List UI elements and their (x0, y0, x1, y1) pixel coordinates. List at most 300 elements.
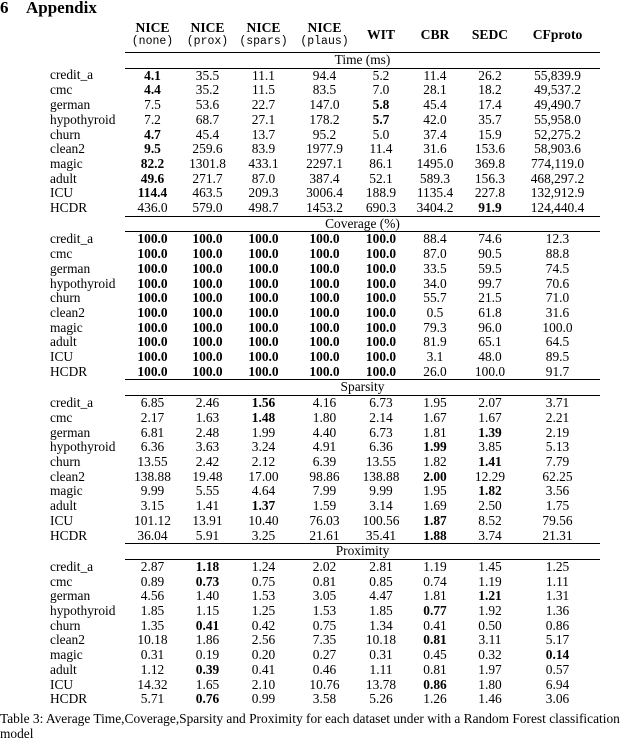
section-heading (0, 0, 97, 18)
value-cell: 1.41 (195, 498, 220, 514)
value-cell: 100.0 (192, 319, 223, 335)
value-cell: 88.4 (423, 231, 447, 247)
value-cell: 4.56 (140, 588, 165, 604)
value-cell: 5.0 (372, 126, 390, 142)
value-cell: 99.7 (478, 275, 502, 291)
value-cell: 100.0 (137, 275, 168, 291)
value-cell: 0.41 (251, 661, 276, 677)
value-cell: 35.5 (195, 67, 220, 83)
value-cell: 1.95 (423, 395, 447, 411)
section-row (50, 544, 600, 560)
column-name: NICE (135, 20, 170, 35)
caption-line: Table 3: Average Time,Coverage,Sparsity and Proximity for each dataset under with a Random Forest classification (0, 711, 620, 726)
value-cell: 5.17 (545, 632, 570, 648)
empty-cell (50, 216, 125, 232)
table-row (50, 113, 600, 128)
value-cell: 13.55 (137, 453, 168, 469)
value-cell: 3.25 (251, 527, 276, 543)
value-cell: 11.4 (423, 67, 447, 83)
value-cell: 100.0 (365, 246, 397, 262)
column-name: NICE (307, 20, 342, 35)
dataset-label: hypothyroid (50, 439, 116, 455)
value-cell: 79.3 (423, 319, 447, 335)
dataset-label: magic (50, 319, 83, 335)
value-cell: 0.77 (423, 603, 447, 619)
value-cell: 12.3 (545, 231, 570, 247)
value-cell: 5.13 (545, 439, 570, 455)
dataset-label: cmc (50, 409, 73, 425)
value-cell: 52,275.2 (534, 126, 581, 142)
value-cell: 1.75 (545, 498, 570, 514)
table-row (50, 559, 600, 574)
value-cell: 498.7 (248, 200, 279, 216)
value-cell: 1.18 (195, 558, 220, 574)
value-cell: 55,958.0 (534, 111, 581, 127)
value-cell: 88.8 (545, 246, 570, 262)
value-cell: 82.2 (140, 155, 165, 171)
value-cell: 100.0 (192, 334, 223, 350)
empty-cell (50, 544, 125, 560)
value-cell: 0.27 (312, 647, 337, 663)
section-row (50, 380, 600, 396)
value-cell: 35.41 (365, 527, 397, 543)
dataset-label: hypothyroid (50, 111, 116, 127)
section-title: Sparsity (125, 380, 600, 396)
value-cell: 0.86 (423, 676, 447, 692)
dataset-label: ICU (50, 676, 74, 692)
dataset-label: clean2 (50, 468, 85, 484)
value-cell: 1.25 (545, 558, 570, 574)
value-cell: 26.0 (423, 363, 447, 379)
column-variant: (prox) (186, 35, 229, 48)
value-cell: 1.85 (140, 603, 165, 619)
value-cell: 14.32 (137, 676, 168, 692)
value-cell: 100.0 (309, 231, 340, 247)
value-cell: 468,297.2 (530, 170, 585, 186)
value-cell: 6.36 (369, 439, 393, 455)
value-cell: 12.29 (474, 468, 506, 484)
value-cell: 2.02 (312, 558, 337, 574)
value-cell: 124,440.4 (530, 200, 585, 216)
table-row (50, 128, 600, 143)
dataset-label: german (50, 424, 91, 440)
value-cell: 100.0 (248, 304, 279, 320)
value-cell: 59.5 (478, 260, 502, 276)
value-cell: 21.61 (309, 527, 340, 543)
value-cell: 0.73 (195, 573, 220, 589)
table-row (50, 262, 600, 277)
value-cell: 89.5 (545, 349, 570, 365)
column-name: WIT (367, 27, 395, 42)
value-cell: 100.0 (474, 363, 506, 379)
value-cell: 188.9 (365, 185, 397, 201)
value-cell: 100.0 (309, 246, 340, 262)
value-cell: 0.45 (423, 647, 447, 663)
value-cell: 100.0 (309, 319, 340, 335)
value-cell: 1.46 (478, 691, 502, 707)
dataset-label: HCDR (50, 527, 88, 543)
value-cell: 34.0 (423, 275, 447, 291)
value-cell: 0.31 (369, 647, 393, 663)
dataset-label: churn (50, 453, 81, 469)
value-cell: 1.82 (478, 483, 502, 499)
value-cell: 1.24 (251, 558, 276, 574)
value-cell: 271.7 (192, 170, 223, 186)
column-header (180, 18, 235, 53)
value-cell: 83.5 (312, 82, 337, 98)
value-cell: 1.99 (423, 439, 447, 455)
value-cell: 0.31 (140, 647, 165, 663)
value-cell: 6.39 (312, 453, 337, 469)
table-row (50, 499, 600, 514)
table-row (50, 306, 600, 321)
value-cell: 1453.2 (306, 200, 343, 216)
value-cell: 436.0 (137, 200, 168, 216)
value-cell: 6.73 (369, 395, 393, 411)
table-row (50, 619, 600, 634)
value-cell: 100.0 (248, 246, 279, 262)
column-name: CBR (420, 27, 450, 42)
column-header (235, 18, 292, 53)
value-cell: 0.75 (251, 573, 276, 589)
dataset-label: magic (50, 647, 83, 663)
value-cell: 3.63 (195, 439, 220, 455)
value-cell: 1977.9 (306, 141, 343, 157)
value-cell: 1.34 (369, 617, 393, 633)
value-cell: 2.50 (478, 498, 502, 514)
dataset-label: churn (50, 290, 81, 306)
value-cell: 100.0 (192, 260, 223, 276)
value-cell: 1135.4 (416, 185, 454, 201)
value-cell: 0.50 (478, 617, 502, 633)
value-cell: 1495.0 (416, 155, 454, 171)
value-cell: 100.0 (248, 363, 279, 379)
value-cell: 100.0 (365, 304, 397, 320)
value-cell: 3404.2 (416, 200, 454, 216)
dataset-label: cmc (50, 82, 73, 98)
value-cell: 3.11 (478, 632, 502, 648)
dataset-label: churn (50, 617, 81, 633)
value-cell: 100.0 (137, 363, 168, 379)
value-cell: 0.20 (251, 647, 276, 663)
value-cell: 589.3 (419, 170, 451, 186)
table-row (50, 396, 600, 411)
value-cell: 49,537.2 (534, 82, 581, 98)
value-cell: 1.31 (545, 588, 570, 604)
value-cell: 100.0 (137, 246, 168, 262)
value-cell: 90.5 (478, 246, 502, 262)
value-cell: 1.59 (312, 498, 337, 514)
value-cell: 100.56 (362, 512, 400, 528)
dataset-label: cmc (50, 573, 73, 589)
value-cell: 1.67 (478, 409, 502, 425)
value-cell: 100.0 (137, 334, 168, 350)
value-cell: 7.35 (312, 632, 337, 648)
value-cell: 774,119.0 (530, 155, 585, 171)
dataset-label: churn (50, 126, 81, 142)
value-cell: 61.8 (478, 304, 502, 320)
column-variant: (spars) (239, 35, 288, 48)
dataset-label: HCDR (50, 364, 88, 380)
value-cell: 1.40 (195, 588, 220, 604)
value-cell: 100.0 (248, 231, 279, 247)
table-row (50, 335, 600, 350)
table-row (50, 575, 600, 590)
value-cell: 1.25 (251, 603, 276, 619)
dataset-label: german (50, 260, 91, 276)
value-cell: 8.52 (478, 512, 502, 528)
value-cell: 100.0 (309, 349, 340, 365)
column-name: NICE (246, 20, 281, 35)
section-row (50, 216, 600, 232)
value-cell: 79.56 (542, 512, 573, 528)
table-row (50, 529, 600, 544)
value-cell: 2.81 (369, 558, 393, 574)
value-cell: 7.5 (144, 97, 161, 113)
value-cell: 0.41 (195, 617, 220, 633)
value-cell: 22.7 (251, 97, 276, 113)
value-cell: 2.14 (369, 409, 393, 425)
value-cell: 1.41 (478, 453, 502, 469)
value-cell: 100.0 (365, 319, 397, 335)
corner-cell (50, 18, 125, 53)
section-title: Appendix (26, 0, 97, 17)
value-cell: 1.36 (545, 603, 570, 619)
value-cell: 1.69 (423, 498, 447, 514)
value-cell: 1.63 (195, 409, 220, 425)
value-cell: 28.1 (423, 82, 447, 98)
table-row (50, 589, 600, 604)
value-cell: 0.74 (423, 573, 447, 589)
value-cell: 1.19 (423, 558, 447, 574)
value-cell: 36.04 (137, 527, 168, 543)
value-cell: 1301.8 (189, 155, 226, 171)
value-cell: 4.7 (144, 126, 161, 142)
value-cell: 156.3 (474, 170, 506, 186)
section-title: Coverage (%) (125, 216, 600, 232)
value-cell: 6.85 (140, 395, 165, 411)
value-cell: 13.55 (365, 453, 397, 469)
value-cell: 0.89 (140, 573, 165, 589)
value-cell: 1.88 (423, 527, 447, 543)
value-cell: 100.0 (365, 334, 397, 350)
value-cell: 3.15 (140, 498, 165, 514)
value-cell: 3.05 (312, 588, 337, 604)
value-cell: 4.64 (251, 483, 276, 499)
table-row (50, 142, 600, 157)
column-name: CFproto (532, 27, 583, 42)
value-cell: 100.0 (248, 275, 279, 291)
value-cell: 3.58 (312, 691, 337, 707)
value-cell: 13.78 (365, 676, 397, 692)
value-cell: 100.0 (248, 349, 279, 365)
value-cell: 0.86 (545, 617, 570, 633)
value-cell: 100.0 (309, 275, 340, 291)
value-cell: 0.81 (423, 632, 447, 648)
table-row (50, 83, 600, 98)
value-cell: 100.0 (192, 231, 223, 247)
table-row (50, 514, 600, 529)
value-cell: 18.2 (478, 82, 502, 98)
value-cell: 2.87 (140, 558, 165, 574)
value-cell: 91.7 (545, 363, 570, 379)
value-cell: 42.0 (423, 111, 447, 127)
column-header (515, 18, 600, 53)
value-cell: 100.0 (192, 363, 223, 379)
value-cell: 2.10 (251, 676, 276, 692)
table-row (50, 484, 600, 499)
value-cell: 6.81 (140, 424, 165, 440)
value-cell: 17.00 (248, 468, 279, 484)
table-row (50, 426, 600, 441)
value-cell: 1.65 (195, 676, 220, 692)
table-row (50, 277, 600, 292)
value-cell: 100.0 (365, 275, 397, 291)
value-cell: 48.0 (478, 349, 502, 365)
value-cell: 1.92 (478, 603, 502, 619)
value-cell: 15.9 (478, 126, 502, 142)
value-cell: 49.6 (140, 170, 165, 186)
value-cell: 100.0 (248, 260, 279, 276)
value-cell: 433.1 (248, 155, 279, 171)
value-cell: 0.19 (195, 647, 220, 663)
value-cell: 26.2 (478, 67, 502, 83)
dataset-label: cmc (50, 246, 73, 262)
value-cell: 2.19 (545, 424, 570, 440)
dataset-label: magic (50, 155, 83, 171)
value-cell: 98.86 (309, 468, 340, 484)
table-row (50, 678, 600, 693)
empty-cell (50, 380, 125, 396)
dataset-label: ICU (50, 185, 74, 201)
value-cell: 4.91 (312, 439, 337, 455)
value-cell: 95.2 (312, 126, 337, 142)
value-cell: 259.6 (192, 141, 223, 157)
table-row (50, 201, 600, 216)
value-cell: 1.53 (312, 603, 337, 619)
column-variant: (none) (131, 35, 174, 48)
value-cell: 35.7 (478, 111, 502, 127)
value-cell: 1.21 (478, 588, 502, 604)
value-cell: 55,839.9 (534, 67, 581, 83)
dataset-label: credit_a (50, 394, 94, 410)
value-cell: 1.80 (312, 409, 337, 425)
column-name: SEDC (471, 27, 509, 42)
value-cell: 579.0 (192, 200, 223, 216)
value-cell: 0.32 (478, 647, 502, 663)
table-row (50, 663, 600, 678)
value-cell: 7.79 (545, 453, 570, 469)
value-cell: 45.4 (195, 126, 220, 142)
value-cell: 1.48 (251, 409, 276, 425)
dataset-label: credit_a (50, 231, 94, 247)
value-cell: 1.35 (140, 617, 165, 633)
table-row (50, 98, 600, 113)
value-cell: 7.0 (372, 82, 390, 98)
dataset-label: magic (50, 483, 83, 499)
value-cell: 11.5 (252, 82, 275, 98)
dataset-label: adult (50, 498, 77, 514)
value-cell: 100.0 (309, 363, 340, 379)
dataset-label: adult (50, 170, 77, 186)
value-cell: 690.3 (365, 200, 397, 216)
value-cell: 132,912.9 (530, 185, 585, 201)
dataset-label: credit_a (50, 67, 94, 83)
empty-cell (50, 53, 125, 69)
value-cell: 17.4 (478, 97, 502, 113)
value-cell: 0.5 (426, 304, 444, 320)
table-row (50, 350, 600, 365)
table-row (50, 470, 600, 485)
section-number: 6 (0, 0, 9, 17)
value-cell: 3.85 (478, 439, 502, 455)
value-cell: 91.9 (478, 200, 502, 216)
value-cell: 100.0 (248, 290, 279, 306)
value-cell: 100.0 (309, 290, 340, 306)
value-cell: 4.4 (144, 82, 161, 98)
table-row (50, 68, 600, 83)
table-caption (0, 711, 640, 741)
section-title: Proximity (125, 544, 600, 560)
caption-line: model (0, 726, 34, 741)
value-cell: 31.6 (423, 141, 447, 157)
value-cell: 1.82 (423, 453, 447, 469)
value-cell: 463.5 (192, 185, 223, 201)
value-cell: 0.75 (312, 617, 337, 633)
value-cell: 33.5 (423, 260, 447, 276)
value-cell: 2.00 (423, 468, 447, 484)
value-cell: 100.0 (192, 290, 223, 306)
value-cell: 114.4 (137, 185, 168, 201)
value-cell: 94.4 (312, 67, 337, 83)
value-cell: 0.81 (423, 661, 447, 677)
value-cell: 10.40 (248, 512, 279, 528)
value-cell: 0.57 (545, 661, 570, 677)
value-cell: 31.6 (545, 304, 570, 320)
value-cell: 100.0 (192, 246, 223, 262)
table-row (50, 365, 600, 380)
value-cell: 86.1 (369, 155, 393, 171)
table-row (50, 186, 600, 201)
value-cell: 3.71 (545, 395, 570, 411)
value-cell: 0.41 (423, 617, 447, 633)
value-cell: 55.7 (423, 290, 447, 306)
value-cell: 1.53 (251, 588, 276, 604)
value-cell: 0.42 (251, 617, 276, 633)
value-cell: 2.12 (251, 453, 276, 469)
value-cell: 1.45 (478, 558, 502, 574)
value-cell: 45.4 (423, 97, 447, 113)
value-cell: 100.0 (137, 304, 168, 320)
value-cell: 2.21 (545, 409, 570, 425)
value-cell: 4.1 (144, 67, 161, 83)
column-header (465, 18, 515, 53)
value-cell: 1.80 (478, 676, 502, 692)
value-cell: 7.2 (144, 111, 161, 127)
value-cell: 209.3 (248, 185, 279, 201)
value-cell: 0.81 (312, 573, 337, 589)
value-cell: 11.4 (369, 141, 393, 157)
value-cell: 100.0 (365, 363, 397, 379)
value-cell: 101.12 (134, 512, 171, 528)
table-row (50, 455, 600, 470)
value-cell: 37.4 (423, 126, 447, 142)
value-cell: 138.88 (134, 468, 171, 484)
value-cell: 1.15 (195, 603, 220, 619)
value-cell: 100.0 (309, 304, 340, 320)
table-row (50, 321, 600, 336)
value-cell: 87.0 (251, 170, 276, 186)
